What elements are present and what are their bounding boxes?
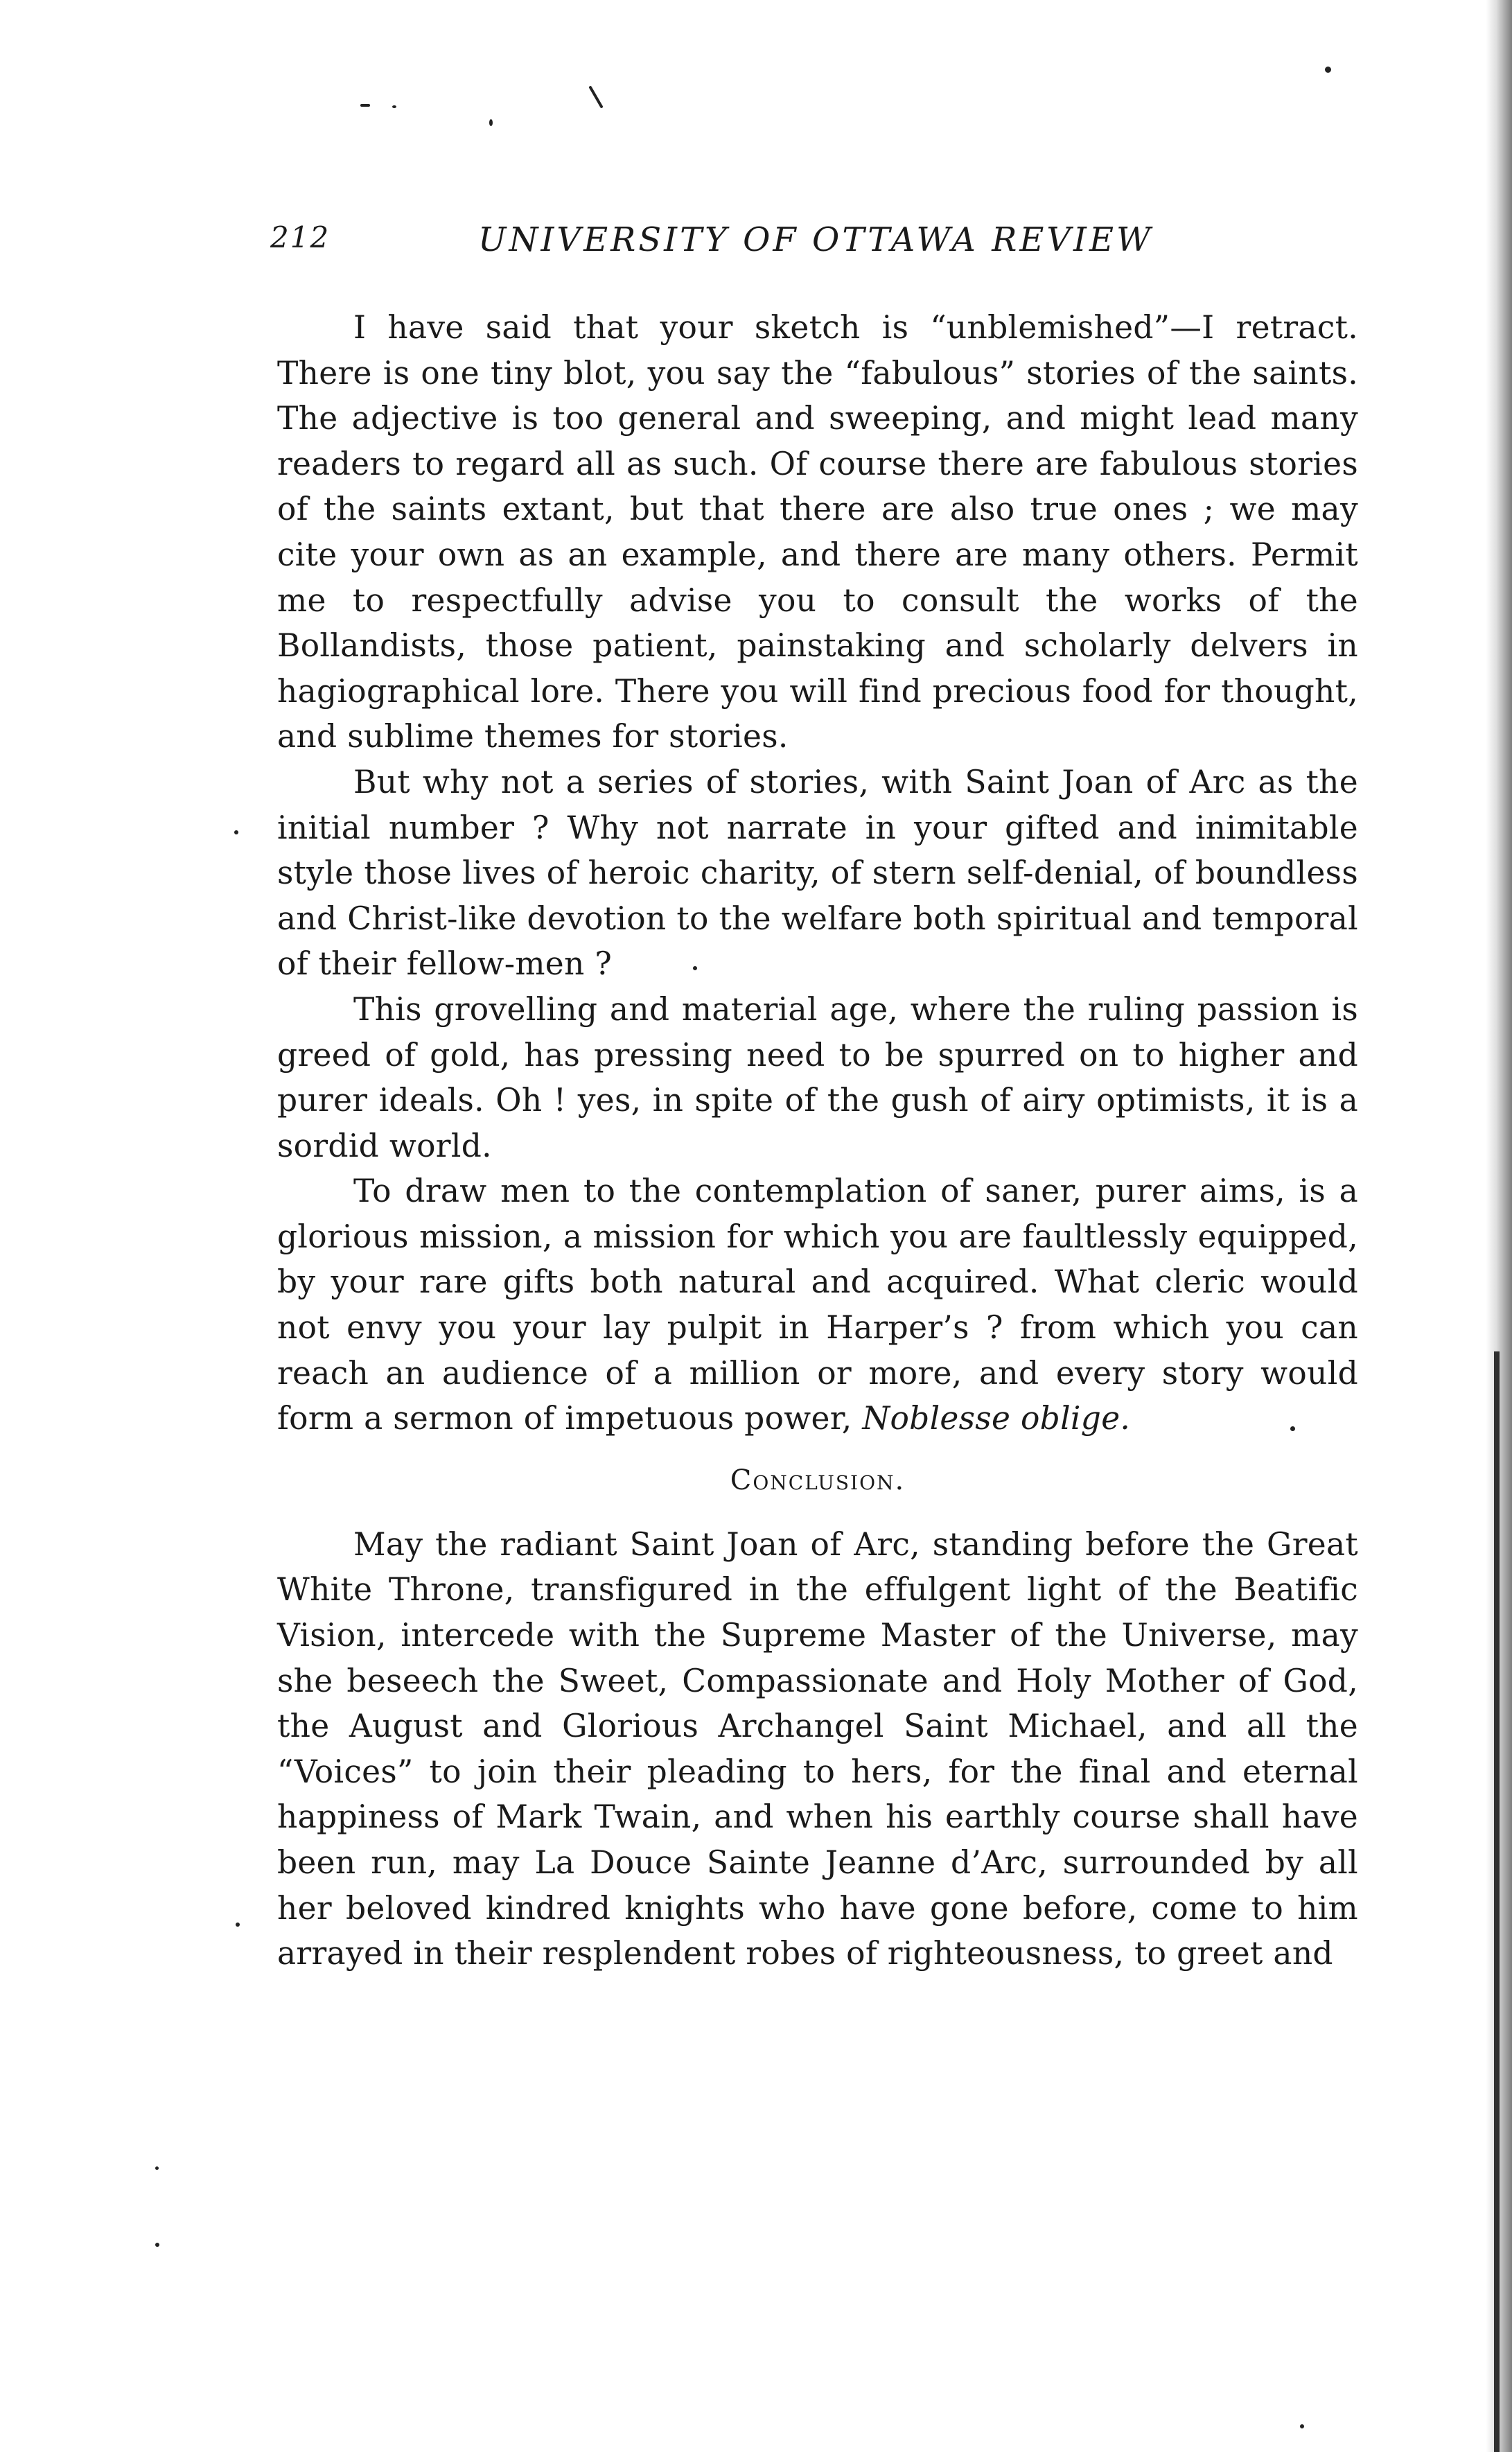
scan-speck [360, 104, 370, 107]
page-edge-line [1494, 1351, 1500, 2452]
running-header [270, 220, 1351, 269]
scan-speck [236, 1923, 240, 1927]
running-title: UNIVERSITY OF OTTAWA REVIEW [478, 220, 1154, 259]
page-number: 212 [270, 220, 331, 254]
scan-speck [155, 2166, 159, 2170]
paragraph: But why not a series of stories, with Saint Joan of Arc as the initial number ? Why not narrate in your gifted and inimitable style those lives of heroic charity, of stern self-denial, of boundless and Christ-like devotion to the welfare both spiritual and temporal of their fellow-men ? [277, 763, 1358, 983]
paragraph: This grovelling and material age, where the ruling passion is greed of gold, has pressing need to be spurred on to higher and purer ideals. Oh ! yes, in spite of the gush of airy optimists, it is a sordid world. [277, 990, 1358, 1164]
italic-phrase: Noblesse oblige. [862, 1400, 1131, 1437]
scan-speck [1300, 2424, 1304, 2428]
scan-speck [1325, 67, 1331, 73]
conclusion-paragraph: May the radiant Saint Joan of Arc, standing before the Great White Throne, transfigured in the effulgent light of the Beatific Vision, intercede with the Supreme Master of the Universe, may she beseech the Sweet, Compassionate and Holy Mother of God, the August and Glorious Archangel Saint Michael, and all the “Voices” to join their pleading to hers, for the final and eternal happiness of Mark Twain, and when his earthly course shall have been run, may La Douce Sainte Jeanne d’Arc, surrounded by all her beloved kindred knights who have gone before, come to him arrayed in their resplendent robes of righteousness, to greet and [277, 1525, 1358, 1972]
scan-speck [234, 830, 238, 834]
scan-speck [155, 2243, 159, 2247]
paragraph [277, 1168, 1358, 1442]
scan-speck [392, 105, 396, 108]
section-heading: Conclusion. [730, 1464, 906, 1496]
paragraph: I have said that your sketch is “unblemished”—I retract. There is one tiny blot, you say the “fabulous” stories of the saints. The adjective is too general and sweeping, and might lead many readers to regard all as such. Of course there are fabulous stories of the saints extant, but that there are also true ones ; we may cite your own as an example, and there are many others. Permit me to respectfully advise you to consult the works of the Bollandists, those patient, painstaking and scholarly delvers in hagiographical lore. There you will find precious food for thought, and sublime themes for stories. [277, 309, 1358, 755]
scan-speck [588, 85, 603, 108]
scan-speck [489, 119, 493, 126]
paragraph-text: To draw men to the contemplation of saner, purer aims, is a glorious mission, a mission for which you are faultlessly equipped, by your rare gifts both natural and acquired. What cleric would not envy you your lay pulpit in Harper’s ? from which you can reach an audience of a million or more, and every story would form a sermon of impetuous power, [277, 1173, 1358, 1437]
body-text [277, 305, 1358, 1977]
